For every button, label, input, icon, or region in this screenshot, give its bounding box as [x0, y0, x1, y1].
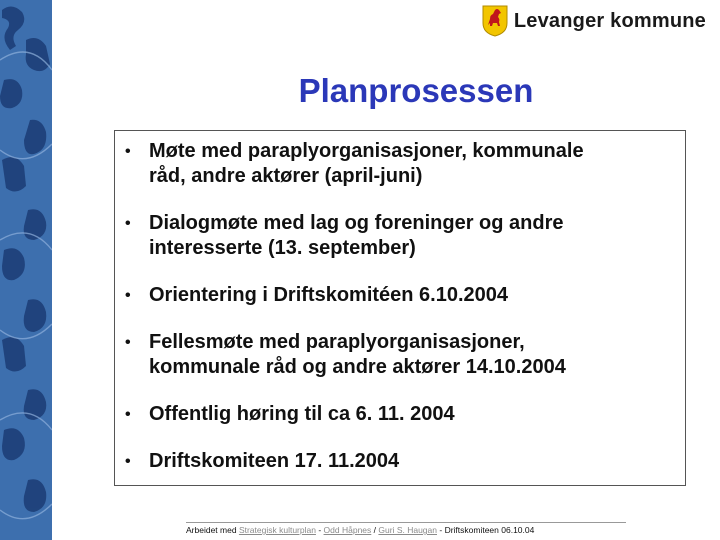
bullet-symbol: • — [125, 334, 131, 351]
slide-footer — [186, 522, 626, 535]
footer-separator: / — [373, 525, 377, 535]
bullet-item — [115, 449, 675, 474]
municipality-logo — [482, 4, 706, 38]
bullet-item — [115, 330, 675, 380]
bullet-text: Offentlig høring til ca 6. 11. 2004 — [149, 403, 455, 425]
logo-text: Levanger kommune — [513, 9, 706, 32]
bullet-symbol: • — [125, 406, 131, 423]
bullet-text: Driftskomiteen 17. 11.2004 — [149, 450, 400, 472]
bullet-item — [115, 211, 675, 261]
slide-title: Planprosessen — [298, 72, 534, 109]
coat-of-arms-icon — [482, 5, 508, 37]
bullet-symbol: • — [125, 143, 131, 160]
footer-separator: - — [318, 525, 322, 535]
bullet-symbol: • — [125, 215, 131, 232]
footer-link-plan[interactable]: Strategisk kulturplan — [238, 525, 316, 535]
bullet-text-continued: kommunale råd og andre aktører 14.10.2004 — [149, 356, 566, 378]
bullet-text-continued: råd, andre aktører (april-juni) — [149, 165, 423, 187]
bullet-text: Dialogmøte med lag og foreninger og andre — [149, 212, 564, 234]
bullet-symbol: • — [125, 287, 131, 304]
footer-prefix: Arbeidet med — [186, 525, 237, 535]
footer-link-author1[interactable]: Odd Håpnes — [323, 525, 372, 535]
bullet-text: Orientering i Driftskomitéen 6.10.2004 — [149, 284, 509, 306]
bullet-text: Fellesmøte med paraplyorganisasjoner, — [149, 331, 525, 353]
footer-link-author2[interactable]: Guri S. Haugan — [378, 525, 437, 535]
bullet-box — [114, 130, 686, 486]
bullet-text: Møte med paraplyorganisasjoner, kommunale — [149, 140, 584, 162]
bullet-item — [115, 139, 675, 189]
bullet-list — [115, 139, 675, 474]
bullet-symbol: • — [125, 453, 131, 470]
footer-suffix: - Driftskomiteen 06.10.04 — [439, 525, 535, 535]
bullet-item — [115, 402, 675, 427]
bullet-text-continued: interesserte (13. september) — [149, 237, 416, 259]
bullet-item — [115, 283, 675, 308]
decorative-side-strip — [0, 0, 52, 540]
